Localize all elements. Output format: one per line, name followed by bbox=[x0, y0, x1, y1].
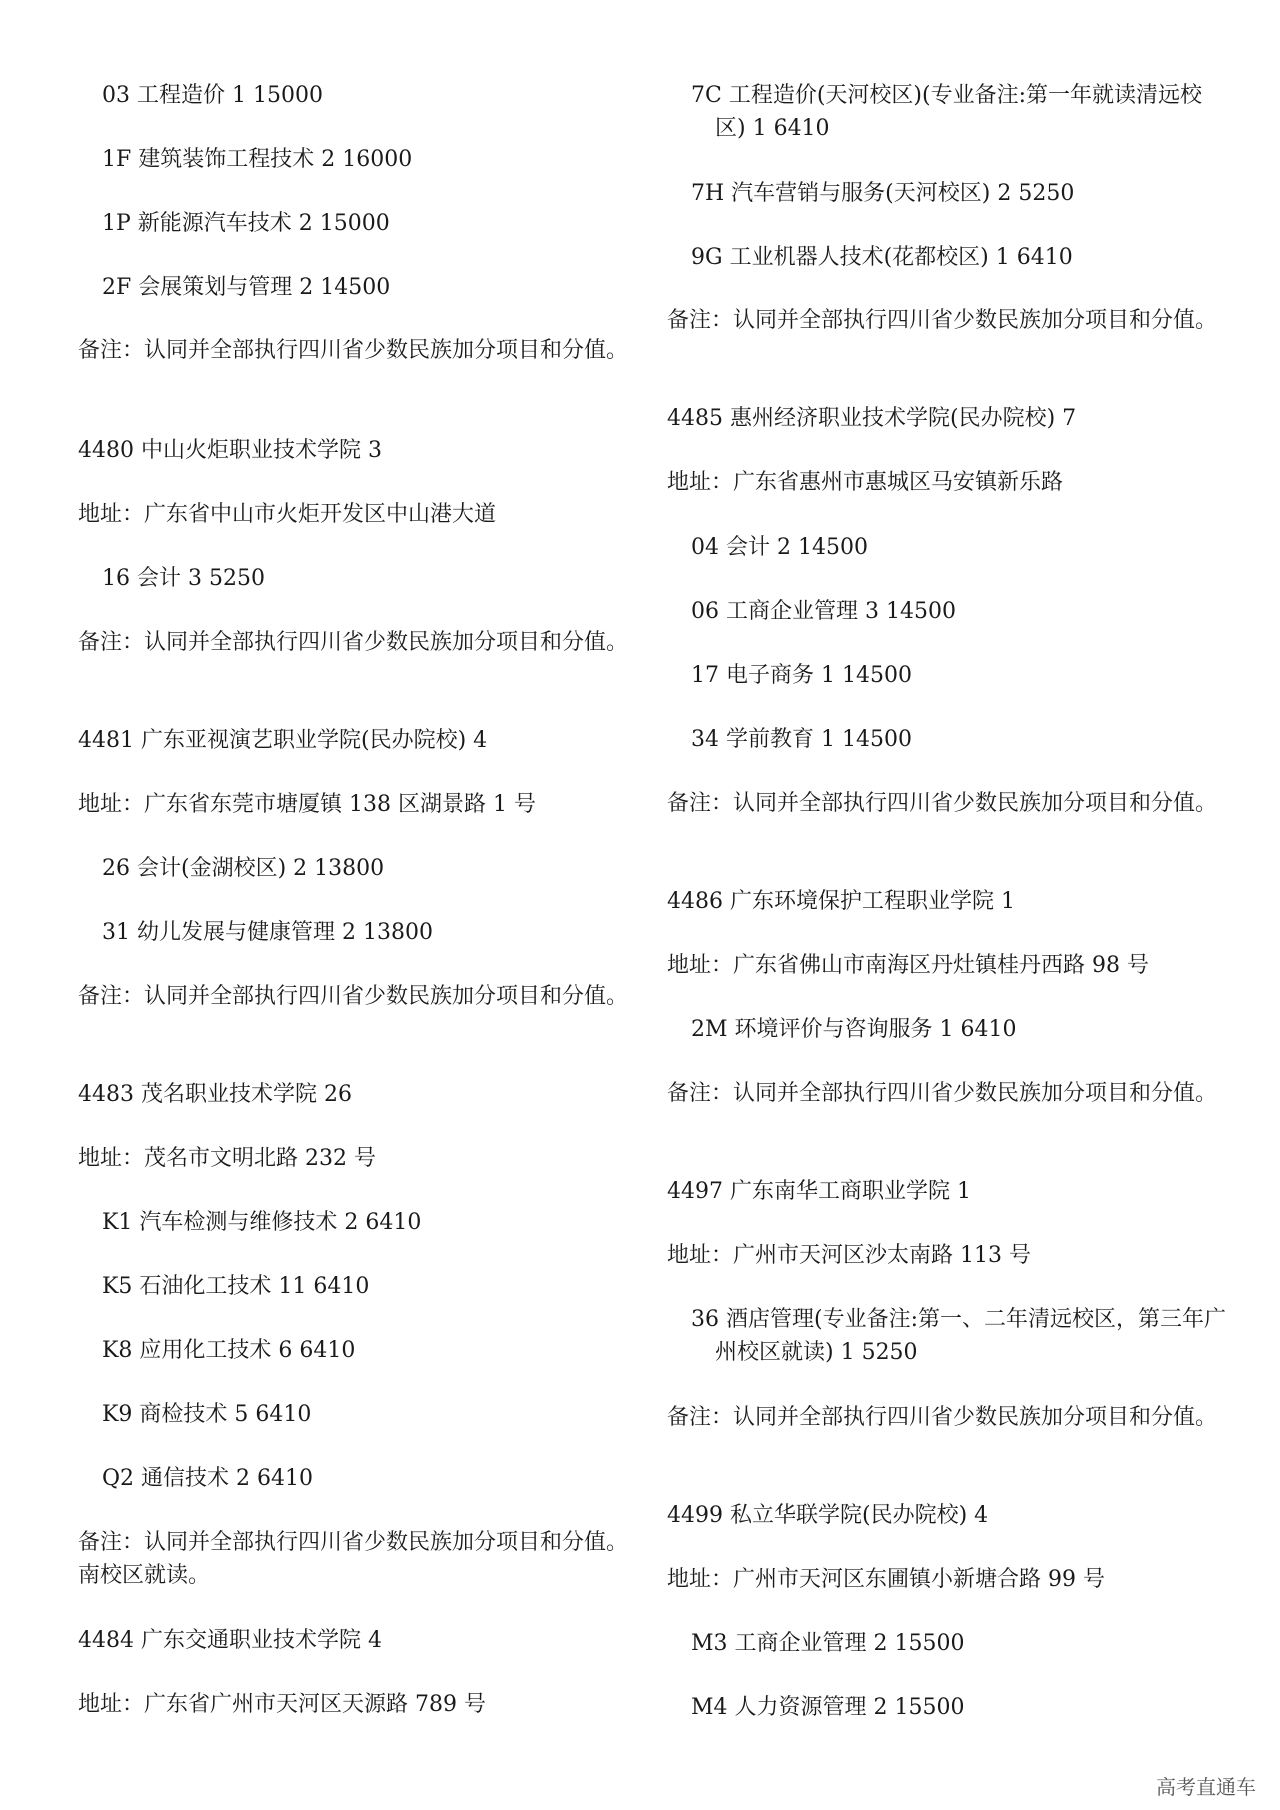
address-line: 地址：广东省东莞市塘厦镇 138 区湖景路 1 号 bbox=[78, 792, 536, 817]
major-line: 1F 建筑装饰工程技术 2 16000 bbox=[102, 147, 413, 172]
major-line: M4 人力资源管理 2 15500 bbox=[691, 1695, 965, 1720]
note-line: 备注：认同并全部执行四川省少数民族加分项目和分值。 bbox=[667, 1405, 1218, 1430]
address-line: 地址：茂名市文明北路 232 号 bbox=[78, 1146, 376, 1171]
major-line: 34 学前教育 1 14500 bbox=[691, 727, 912, 752]
major-line: 36 酒店管理(专业备注:第一、二年清远校区，第三年广州校区就读) 1 5250 bbox=[691, 1307, 1226, 1365]
note-line: 备注：认同并全部执行四川省少数民族加分项目和分值。 bbox=[78, 630, 629, 655]
school-heading: 4484 广东交通职业技术学院 4 bbox=[78, 1628, 382, 1653]
major-line: Q2 通信技术 2 6410 bbox=[102, 1466, 313, 1491]
address-line: 地址：广东省广州市天河区天源路 789 号 bbox=[78, 1692, 486, 1717]
school-heading: 4481 广东亚视演艺职业学院(民办院校) 4 bbox=[78, 728, 488, 753]
note-line: 备注：认同并全部执行四川省少数民族加分项目和分值。 bbox=[78, 338, 629, 363]
school-heading: 4499 私立华联学院(民办院校) 4 bbox=[667, 1503, 989, 1528]
school-heading: 4480 中山火炬职业技术学院 3 bbox=[78, 438, 382, 463]
note-line: 备注：认同并全部执行四川省少数民族加分项目和分值。 bbox=[667, 308, 1218, 333]
major-line: 04 会计 2 14500 bbox=[691, 535, 868, 560]
major-line: 03 工程造价 1 15000 bbox=[102, 83, 323, 108]
address-line: 地址：广东省惠州市惠城区马安镇新乐路 bbox=[667, 470, 1064, 495]
major-line: 2F 会展策划与管理 2 14500 bbox=[102, 275, 391, 300]
major-line: 7C 工程造价(天河校区)(专业备注:第一年就读清远校区) 1 6410 bbox=[691, 83, 1202, 141]
address-line: 地址：广州市天河区东圃镇小新塘合路 99 号 bbox=[667, 1567, 1105, 1592]
note-line: 备注：认同并全部执行四川省少数民族加分项目和分值。 bbox=[667, 1081, 1218, 1106]
major-line: 17 电子商务 1 14500 bbox=[691, 663, 912, 688]
major-line: 16 会计 3 5250 bbox=[102, 566, 265, 591]
school-heading: 4486 广东环境保护工程职业学院 1 bbox=[667, 889, 1015, 914]
major-line: 2M 环境评价与咨询服务 1 6410 bbox=[691, 1017, 1017, 1042]
note-line: 备注：认同并全部执行四川省少数民族加分项目和分值。南校区就读。 bbox=[78, 1530, 629, 1588]
major-line: 26 会计(金湖校区) 2 13800 bbox=[102, 856, 385, 881]
address-line: 地址：广东省中山市火炬开发区中山港大道 bbox=[78, 502, 497, 527]
major-line: 31 幼儿发展与健康管理 2 13800 bbox=[102, 920, 433, 945]
major-line: K1 汽车检测与维修技术 2 6410 bbox=[102, 1210, 422, 1235]
note-line: 备注：认同并全部执行四川省少数民族加分项目和分值。 bbox=[78, 984, 629, 1009]
major-line: 06 工商企业管理 3 14500 bbox=[691, 599, 956, 624]
note-line: 备注：认同并全部执行四川省少数民族加分项目和分值。 bbox=[667, 791, 1218, 816]
major-line: 7H 汽车营销与服务(天河校区) 2 5250 bbox=[691, 181, 1075, 206]
major-line: K9 商检技术 5 6410 bbox=[102, 1402, 312, 1427]
major-line: M3 工商企业管理 2 15500 bbox=[691, 1631, 965, 1656]
major-line: 9G 工业机器人技术(花都校区) 1 6410 bbox=[691, 245, 1073, 270]
school-heading: 4497 广东南华工商职业学院 1 bbox=[667, 1179, 971, 1204]
watermark-text: 高考直通车 bbox=[1156, 1775, 1256, 1799]
school-heading: 4485 惠州经济职业技术学院(民办院校) 7 bbox=[667, 406, 1077, 431]
major-line: 1P 新能源汽车技术 2 15000 bbox=[102, 211, 390, 236]
address-line: 地址：广州市天河区沙太南路 113 号 bbox=[667, 1243, 1031, 1268]
major-line: K8 应用化工技术 6 6410 bbox=[102, 1338, 356, 1363]
address-line: 地址：广东省佛山市南海区丹灶镇桂丹西路 98 号 bbox=[667, 953, 1149, 978]
school-heading: 4483 茂名职业技术学院 26 bbox=[78, 1082, 352, 1107]
major-line: K5 石油化工技术 11 6410 bbox=[102, 1274, 370, 1299]
